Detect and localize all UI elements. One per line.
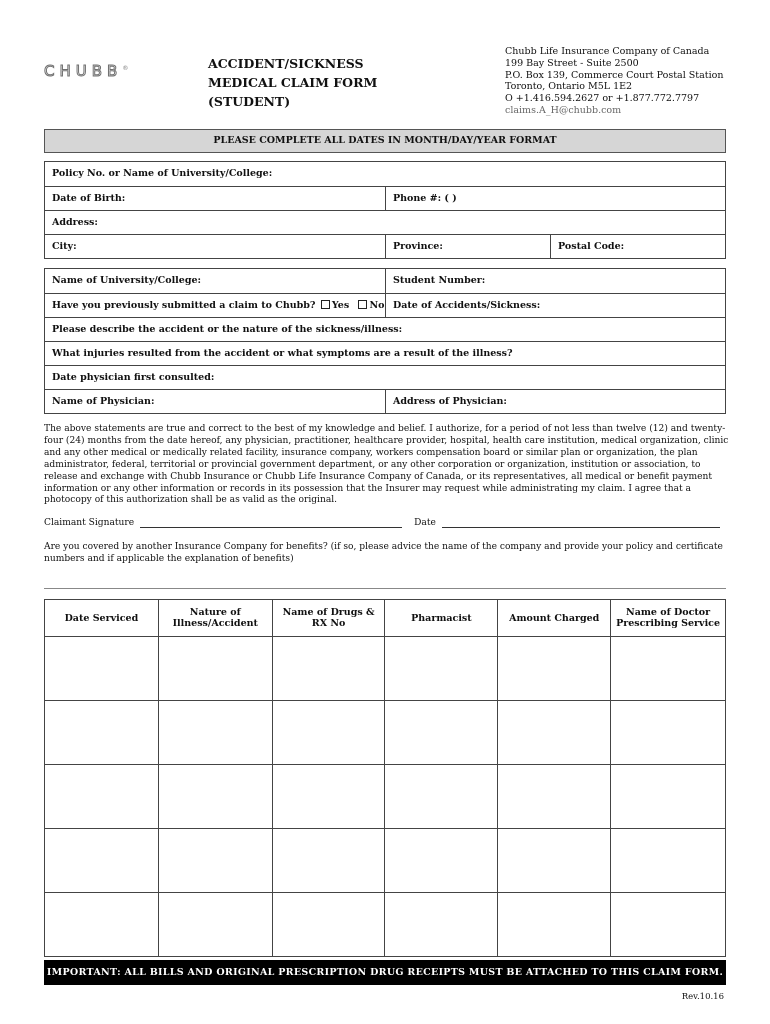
address-line: Chubb Life Insurance Company of Canada	[505, 46, 710, 57]
table-cell[interactable]	[45, 829, 159, 893]
signature-date-field[interactable]	[442, 519, 720, 528]
column-header: Nature of Illness/Accident	[158, 600, 272, 637]
physician-row	[45, 389, 725, 413]
email-link[interactable]: claims.A_H@chubb.com	[505, 104, 622, 116]
table-cell[interactable]	[611, 701, 726, 765]
table-cell[interactable]	[158, 829, 272, 893]
table-cell[interactable]	[498, 893, 611, 957]
table-cell[interactable]	[272, 893, 385, 957]
registered-mark: ®	[122, 65, 129, 72]
column-header: Pharmacist	[385, 600, 498, 637]
address-field[interactable]: Address:	[52, 217, 98, 228]
table-cell[interactable]	[272, 765, 385, 829]
claimant-signature-label: Claimant Signature	[44, 518, 135, 528]
address-line: P.O. Box 139, Commerce Court Postal Station	[505, 69, 724, 81]
table-cell[interactable]	[385, 829, 498, 893]
other-coverage-answer-line[interactable]	[44, 588, 726, 589]
table-cell[interactable]	[45, 701, 159, 765]
table-cell[interactable]	[45, 893, 159, 957]
table-header-row	[45, 600, 726, 637]
table-cell[interactable]	[385, 765, 498, 829]
university-row	[45, 269, 725, 293]
university-field[interactable]: Name of University/College:	[52, 275, 202, 286]
date-label: Date	[414, 518, 436, 528]
yes-checkbox[interactable]	[321, 300, 330, 309]
table-cell[interactable]	[498, 765, 611, 829]
city-row	[45, 234, 725, 258]
table-cell[interactable]	[158, 765, 272, 829]
table-cell[interactable]	[611, 893, 726, 957]
table-row	[45, 829, 726, 893]
table-cell[interactable]	[498, 701, 611, 765]
column-header: Name of Drugs & RX No	[272, 600, 385, 637]
table-cell[interactable]	[498, 637, 611, 701]
table-row	[45, 701, 726, 765]
services-table	[44, 599, 726, 957]
address-line: Toronto, Ontario M5L 1E2	[505, 81, 633, 93]
city-field[interactable]: City:	[52, 241, 77, 252]
table-cell[interactable]	[611, 637, 726, 701]
table-cell[interactable]	[385, 893, 498, 957]
table-cell[interactable]	[45, 637, 159, 701]
previous-claim-row	[45, 293, 725, 317]
injuries-field[interactable]: What injuries resulted from the accident or what symptoms are a result of the illness?	[52, 348, 513, 359]
previous-claim-label: Have you previously submitted a claim to Chubb?	[52, 300, 316, 311]
table-cell[interactable]	[158, 701, 272, 765]
table-cell[interactable]	[158, 637, 272, 701]
phone-line: O +1.416.594.2627 or +1.877.772.7797	[505, 93, 700, 105]
table-cell[interactable]	[272, 829, 385, 893]
table-cell[interactable]	[158, 893, 272, 957]
injuries-row	[45, 341, 725, 365]
authorization-text: The above statements are true and correct to the best of my knowledge and belief. I authorize, for a period of not less than twelve (12) and twenty-four (24) months from the date hereof, any physician, practitioner, healthcare provider, hospital, health care institution, medical organization, clinic and any other medical or medically related facility, insurance company, workers compensation board or similar plan or organization, the plan administrator, federal, territorial or provincial government department, or any other corporation or organization, institution or association, to release and exchange with Chubb Insurance or Chubb Life Insurance Company of Canada, or its representatives, all medical or benefit payment information or any other information or records in its possession that the Insurer may request while administrating my claim. I agree that a photocopy of this authorization shall be as valid as the original.	[44, 424, 729, 506]
table-cell[interactable]	[272, 637, 385, 701]
form-title	[208, 54, 377, 111]
table-cell[interactable]	[385, 701, 498, 765]
dob-field[interactable]: Date of Birth:	[52, 193, 126, 204]
table-cell[interactable]	[272, 701, 385, 765]
column-header: Amount Charged	[498, 600, 611, 637]
describe-row	[45, 317, 725, 341]
table-cell[interactable]	[611, 829, 726, 893]
table-body	[45, 637, 726, 957]
logo-text: CHUBB	[44, 62, 123, 80]
table-row	[45, 637, 726, 701]
policy-row	[45, 162, 725, 186]
table-cell[interactable]	[385, 637, 498, 701]
student-number-field[interactable]: Student Number:	[385, 269, 725, 293]
table-row	[45, 893, 726, 957]
address-line: 199 Bay Street - Suite 2500	[505, 57, 639, 69]
column-header: Name of Doctor Prescribing Service	[611, 600, 726, 637]
province-field[interactable]: Province:	[385, 235, 550, 258]
claim-info-grid	[44, 268, 726, 414]
yes-label: Yes	[331, 300, 350, 311]
company-address	[505, 46, 723, 117]
signature-line	[44, 518, 726, 528]
other-coverage-text: Are you covered by another Insurance Company for benefits? (if so, please advice the name of the company and provide your policy and certificate numbers and if applicable the explanation of benefits)	[44, 542, 723, 564]
physician-date-field[interactable]: Date physician first consulted:	[52, 372, 215, 383]
table-cell[interactable]	[611, 765, 726, 829]
address-row	[45, 210, 725, 234]
physician-name-field[interactable]: Name of Physician:	[52, 396, 155, 407]
physician-address-field[interactable]: Address of Physician:	[385, 390, 725, 413]
no-checkbox[interactable]	[358, 300, 367, 309]
table-row	[45, 765, 726, 829]
phone-field[interactable]: Phone #: ( )	[385, 187, 725, 210]
date-accident-field[interactable]: Date of Accidents/Sickness:	[385, 294, 725, 317]
previous-claim-question	[45, 294, 385, 317]
column-header: Date Serviced	[45, 600, 159, 637]
title-line-2: MEDICAL CLAIM FORM	[208, 75, 378, 90]
revision-label: Rev.10.16	[681, 992, 724, 1002]
physician-date-row	[45, 365, 725, 389]
dob-row	[45, 186, 725, 210]
postal-code-field[interactable]: Postal Code:	[550, 235, 725, 258]
table-cell[interactable]	[45, 765, 159, 829]
title-line-3: (STUDENT)	[208, 94, 291, 109]
claimant-signature-field[interactable]	[140, 519, 402, 528]
policy-field[interactable]: Policy No. or Name of University/College:	[52, 168, 273, 179]
important-notice: IMPORTANT: ALL BILLS AND ORIGINAL PRESCRIPTION DRUG RECEIPTS MUST BE ATTACHED TO THIS CLAIM FORM.	[44, 960, 726, 985]
date-format-notice: PLEASE COMPLETE ALL DATES IN MONTH/DAY/YEAR FORMAT	[44, 129, 726, 153]
title-line-1: ACCIDENT/SICKNESS	[208, 56, 364, 71]
chubb-logo	[44, 62, 128, 80]
no-label: No	[369, 300, 385, 311]
describe-field[interactable]: Please describe the accident or the nature of the sickness/illness:	[52, 324, 403, 335]
personal-info-grid	[44, 161, 726, 259]
table-cell[interactable]	[498, 829, 611, 893]
